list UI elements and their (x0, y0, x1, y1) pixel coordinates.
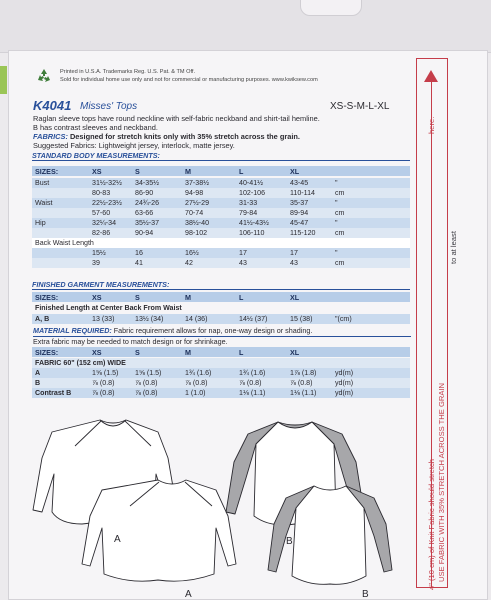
table-row (32, 378, 410, 388)
back-waist-label-row (32, 238, 410, 248)
cell: ⅞ (0.8) (135, 389, 158, 397)
cell: 80-83 (92, 189, 111, 197)
table-row (32, 314, 410, 324)
finished-heading: FINISHED GARMENT MEASUREMENTS: (32, 280, 410, 290)
stretch-here: here. (427, 116, 436, 134)
size-header-label: SIZES: (35, 167, 59, 176)
cell: 32¼-34 (92, 219, 117, 227)
size-range: XS-S-M-L-XL (330, 101, 390, 112)
cell: 34-35½ (135, 179, 160, 187)
row-label: A (35, 369, 41, 377)
cell: ⅞ (0.8) (185, 379, 208, 387)
cell: 14½ (37) (239, 315, 268, 323)
table-row (32, 188, 410, 198)
row-label: Hip (35, 219, 46, 227)
cell: 1¾ (1.6) (185, 369, 212, 377)
suggested-fabrics: Suggested Fabrics: Lightweight jersey, interlock, matte jersey. (33, 141, 235, 150)
cell: 31½-32½ (92, 179, 122, 187)
unit: "(cm) (335, 315, 352, 323)
body-measurements-heading: STANDARD BODY MEASUREMENTS: (32, 151, 410, 161)
fabrics-text: Designed for stretch knits only with 35% stretch across the grain. (69, 132, 300, 141)
flap-notch (300, 0, 362, 16)
unit: yd(m) (335, 369, 354, 377)
legal-line-2: Sold for individual home use only and not for commercial or manufacturing purposes. www.kwiksew.com (60, 77, 318, 83)
size-header-label: SIZES: (35, 348, 59, 357)
cell: 31-33 (239, 199, 258, 207)
pattern-title: Misses' Tops (80, 101, 138, 112)
cell: 43-45 (290, 179, 309, 187)
row-label: Contrast B (35, 389, 72, 397)
view-a-back-label: A (185, 589, 192, 600)
row-label: B (35, 379, 41, 387)
recycle-icon (36, 68, 52, 84)
table-row (32, 388, 410, 398)
material-label: MATERIAL REQUIRED: (33, 326, 112, 335)
cell: 43 (239, 259, 247, 267)
unit: " (335, 199, 338, 207)
cell: 70-74 (185, 209, 204, 217)
cell: 115-120 (290, 229, 316, 237)
unit: yd(m) (335, 379, 354, 387)
cell: 1⅞ (1.8) (290, 369, 317, 377)
cell: 38½-40 (185, 219, 210, 227)
cell: 1¾ (1.6) (239, 369, 266, 377)
cell: 41½-43½ (239, 219, 269, 227)
description-line-2: B has contrast sleeves and neckband. (33, 123, 158, 132)
unit: cm (335, 259, 345, 267)
size-header-l: L (239, 293, 244, 302)
cell: 106-110 (239, 229, 265, 237)
table-row (32, 228, 410, 238)
cell: 16½ (185, 249, 199, 257)
cell: 35½-37 (135, 219, 160, 227)
technical-drawings (30, 404, 415, 600)
cell: 1⅛ (1.1) (290, 389, 317, 397)
cell: ⅞ (0.8) (239, 379, 262, 387)
cell: 102-106 (239, 189, 266, 197)
cell: 24¾-26 (135, 199, 160, 207)
stretch-note: USE FABRIC WITH 35% STRETCH ACROSS THE GRAIN (437, 382, 446, 582)
cell: 37-38½ (185, 179, 210, 187)
cell: 90-94 (135, 229, 154, 237)
cell: ⅞ (0.8) (135, 379, 158, 387)
table-row (32, 208, 410, 218)
size-header-l: L (239, 167, 244, 176)
unit: cm (335, 209, 345, 217)
size-header-m: M (185, 167, 191, 176)
table-row (32, 218, 410, 228)
cell: ⅞ (0.8) (290, 379, 313, 387)
cell: 13½ (34) (135, 315, 164, 323)
unit: cm (335, 189, 345, 197)
view-a-front-label: A (114, 534, 121, 545)
unit: " (335, 249, 338, 257)
size-header-m: M (185, 348, 191, 357)
cell: 27½-29 (185, 199, 210, 207)
size-header-s: S (135, 167, 140, 176)
material-size-header (32, 347, 410, 357)
cell: 22½-23½ (92, 199, 122, 207)
unit: " (335, 219, 338, 227)
row-label: Bust (35, 179, 50, 187)
cell: 1⅝ (1.5) (135, 369, 162, 377)
material-text-1: Fabric requirement allows for nap, one-way design or shading. (113, 326, 313, 335)
finished-subhead: Finished Length at Center Back From Waist (35, 304, 182, 312)
view-a-back-drawing (82, 480, 236, 581)
cell: 1 (1.0) (185, 389, 206, 397)
legal-line-1: Printed in U.S.A. Trademarks Reg. U.S. Pat. & TM Off. (60, 69, 196, 75)
table-row (32, 178, 410, 188)
size-header-s: S (135, 293, 140, 302)
table-row (32, 368, 410, 378)
size-header-s: S (135, 348, 140, 357)
cell: 14 (36) (185, 315, 208, 323)
back-waist-label: Back Waist Length (35, 239, 94, 247)
view-b-front-label: B (286, 536, 293, 547)
pattern-number: K4041 (33, 98, 72, 113)
body-size-header (32, 166, 410, 176)
arrow-up-icon (424, 70, 438, 82)
cell: 57-60 (92, 209, 111, 217)
cell: 43 (290, 259, 298, 267)
size-header-xl: XL (290, 293, 300, 302)
row-label: A, B (35, 315, 50, 323)
cell: 17 (290, 249, 298, 257)
envelope-flap (0, 0, 491, 53)
row-label: Waist (35, 199, 53, 207)
cell: 40-41½ (239, 179, 264, 187)
size-header-m: M (185, 293, 191, 302)
cell: 79-84 (239, 209, 258, 217)
cell: ⅞ (0.8) (92, 389, 115, 397)
cell: 82-86 (92, 229, 111, 237)
unit: " (335, 179, 338, 187)
stretch-instruction: 4" (10 cm) of Knit Fabric should stretch (427, 459, 436, 590)
cell: 89-94 (290, 209, 309, 217)
table-row (32, 258, 410, 268)
cell: 42 (185, 259, 193, 267)
material-line-1 (33, 326, 411, 337)
finished-size-header (32, 292, 410, 302)
green-tab (0, 66, 7, 94)
cell: 41 (135, 259, 143, 267)
cell: 15 (38) (290, 315, 313, 323)
size-header-label: SIZES: (35, 293, 59, 302)
view-b-back-label: B (362, 589, 369, 600)
size-header-xs: XS (92, 167, 102, 176)
stretch-to-at-least: to at least (449, 231, 458, 264)
cell: 39 (92, 259, 100, 267)
cell: 98-102 (185, 229, 208, 237)
cell: 17 (239, 249, 247, 257)
cell: 1⅛ (1.1) (239, 389, 266, 397)
material-text-2: Extra fabric may be needed to match design or for shrinkage. (33, 337, 228, 346)
table-row (32, 198, 410, 208)
cell: 15½ (92, 249, 106, 257)
cell: 110-114 (290, 189, 315, 197)
cell: 45-47 (290, 219, 309, 227)
cell: 35-37 (290, 199, 309, 207)
table-row (32, 248, 410, 258)
unit: cm (335, 229, 345, 237)
fabric-width: FABRIC 60" (152 cm) WIDE (35, 359, 126, 367)
cell: ⅞ (0.8) (92, 379, 115, 387)
unit: yd(m) (335, 389, 354, 397)
description-line-1: Raglan sleeve tops have round neckline with self-fabric neckband and shirt-tail hemline. (33, 114, 320, 123)
cell: 13 (33) (92, 315, 115, 323)
cell: 86-90 (135, 189, 154, 197)
fabrics-label: FABRICS: (33, 132, 68, 141)
size-header-xs: XS (92, 348, 102, 357)
cell: 1⅝ (1.5) (92, 369, 119, 377)
size-header-xl: XL (290, 167, 300, 176)
size-header-l: L (239, 348, 244, 357)
cell: 94-98 (185, 189, 204, 197)
cell: 16 (135, 249, 143, 257)
cell: 63-66 (135, 209, 154, 217)
fabrics-line (33, 132, 300, 141)
fabric-width-row (32, 358, 410, 368)
finished-subhead-row (32, 303, 410, 313)
size-header-xs: XS (92, 293, 102, 302)
size-header-xl: XL (290, 348, 300, 357)
